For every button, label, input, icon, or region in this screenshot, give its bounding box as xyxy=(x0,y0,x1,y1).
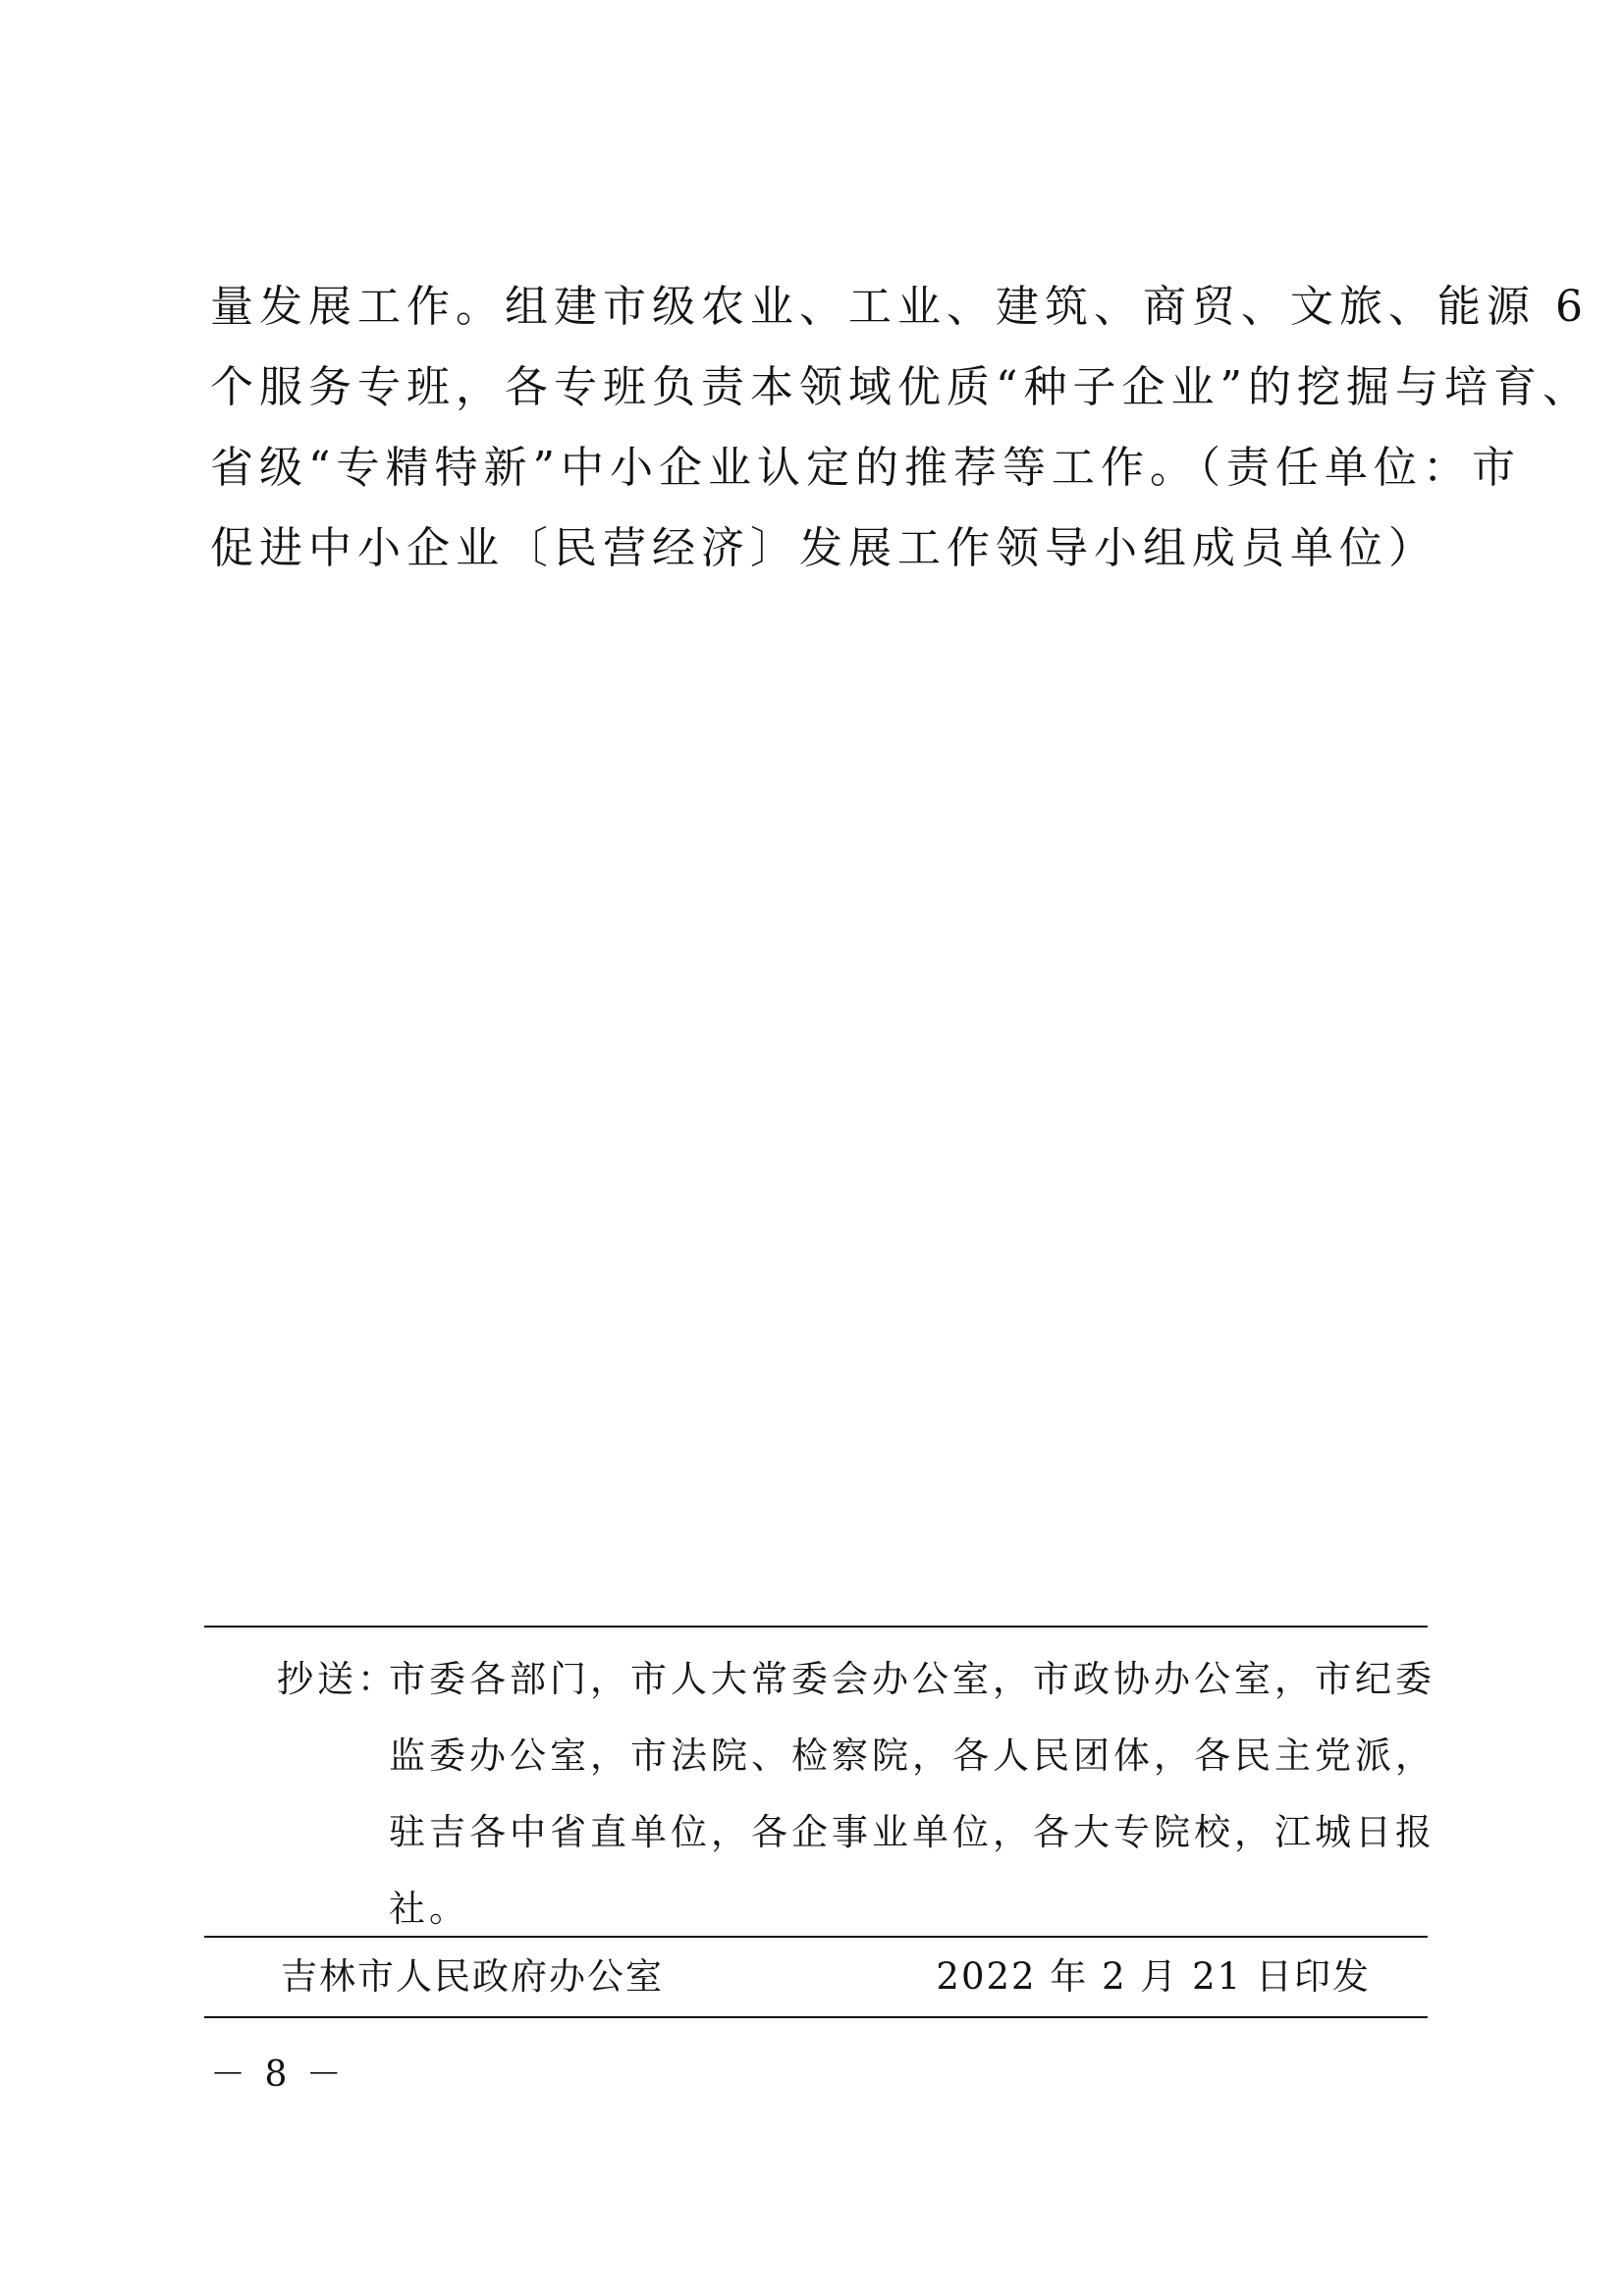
cc-distribution-list xyxy=(277,1641,1435,1948)
body-line: 促进中小企业〔民营经济〕发展工作领导小组成员单位） xyxy=(210,523,1437,573)
body-line: 省级“专精特新”中小企业认定的推荐等工作。（责任单位：市 xyxy=(210,443,1521,493)
issuer-bottom-divider xyxy=(204,2016,1428,2018)
issuer-top-divider xyxy=(204,1936,1428,1938)
body-line: 量发展工作。组建市级农业、工业、建筑、商贸、文旅、能源 6 xyxy=(210,282,1589,332)
issuer-name: 吉林市人民政府办公室 xyxy=(281,1955,664,1998)
body-line: 个服务专班，各专班负责本领域优质“种子企业”的挖掘与培育、 xyxy=(210,362,1592,412)
cc-recipient-line: 监委办公室，市法院、检察院，各人民团体，各民主党派， xyxy=(389,1735,1435,1777)
cc-recipient-line: 市委各部门，市人大常委会办公室，市政协办公室，市纪委 xyxy=(389,1658,1435,1700)
issue-date: 2022 年 2 月 21 日印发 xyxy=(936,1955,1371,1998)
body-paragraph xyxy=(210,267,1592,589)
issuer-row xyxy=(281,1944,1371,2010)
cc-top-divider xyxy=(204,1626,1428,1628)
page-number: － 8 － xyxy=(210,2055,346,2095)
cc-label: 抄送： xyxy=(277,1658,398,1700)
cc-recipient-line: 社。 xyxy=(389,1888,469,1930)
cc-recipient-line: 驻吉各中省直单位，各企事业单位，各大专院校，江城日报 xyxy=(389,1811,1435,1853)
cc-recipients xyxy=(389,1641,1435,1948)
